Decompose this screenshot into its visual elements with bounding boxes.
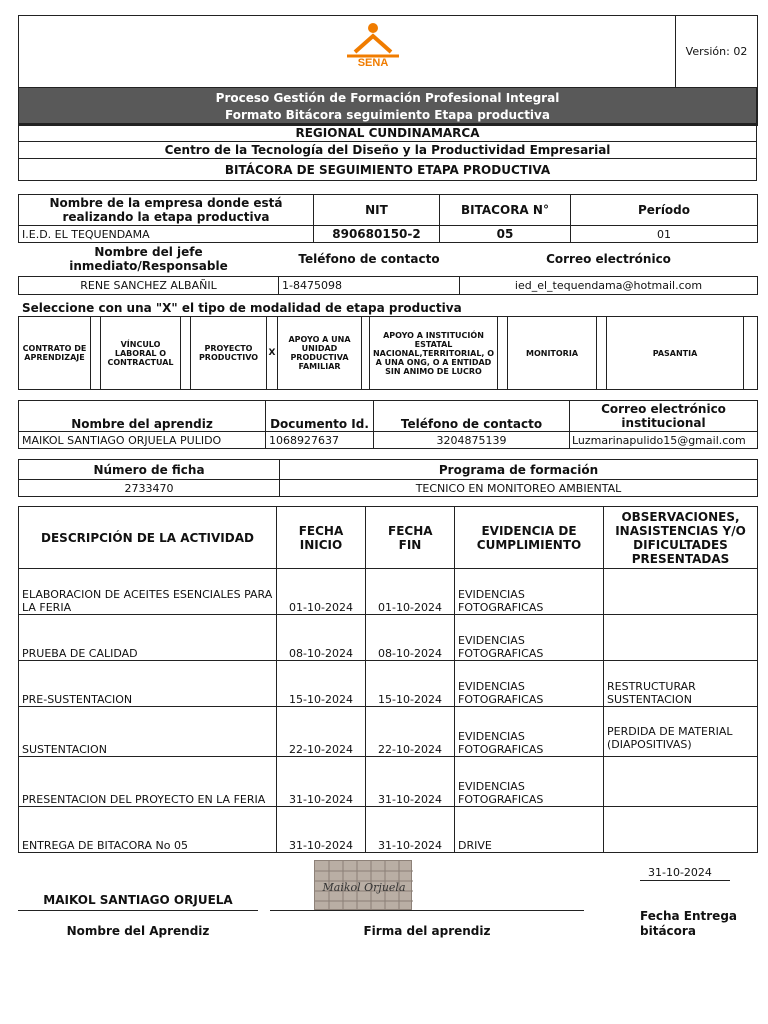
- signature-handwriting: Maikol Orjuela: [322, 881, 406, 894]
- date-line: [640, 880, 730, 881]
- activity-header: DESCRIPCIÓN DE LA ACTIVIDAD: [19, 507, 277, 569]
- company-name-label: Nombre de la empresa donde está realizando la etapa productiva: [19, 195, 314, 226]
- bitacora-value: 05: [440, 226, 571, 243]
- apprentice-email-value: Luzmarinapulido15@gmail.com: [570, 432, 758, 449]
- activity-obs: RESTRUCTURAR SUSTENTACION: [604, 661, 758, 707]
- activity-desc: ENTREGA DE BITACORA No 05: [19, 807, 277, 853]
- boss-email-value: ied_el_tequendama@hotmail.com: [460, 276, 758, 294]
- apprentice-phone-value: 3204875139: [374, 432, 570, 449]
- activity-header: FECHA FIN: [366, 507, 455, 569]
- boss-table: [18, 243, 758, 295]
- modality-checkbox[interactable]: [91, 317, 101, 390]
- boss-label: Nombre del jefe inmediato/Responsable: [69, 245, 228, 274]
- program-label: Programa de formación: [280, 460, 758, 480]
- sena-logo-icon: [341, 22, 405, 68]
- activities-header-row: [19, 507, 758, 569]
- activity-row: [19, 707, 758, 757]
- activity-header: FECHA INICIO: [277, 507, 366, 569]
- activity-evidence: EVIDENCIAS FOTOGRAFICAS: [455, 757, 604, 807]
- boss-email-label: Correo electrónico: [546, 252, 671, 267]
- company-table: [18, 194, 758, 243]
- program-value: TECNICO EN MONITOREO AMBIENTAL: [280, 480, 758, 497]
- delivery-date: 31-10-2024: [648, 866, 712, 879]
- apprentice-name-signed: MAIKOL SANTIAGO ORJUELA: [43, 893, 233, 907]
- signature-line: [270, 910, 584, 911]
- activity-obs: PERDIDA DE MATERIAL (DIAPOSITIVAS): [604, 707, 758, 757]
- delivery-date-label-1: Fecha Entrega: [640, 909, 738, 923]
- activity-end: 31-10-2024: [366, 807, 455, 853]
- activity-row: [19, 757, 758, 807]
- modality-checkbox[interactable]: [744, 317, 758, 390]
- boss-value: RENE SANCHEZ ALBAÑIL: [19, 276, 279, 294]
- activity-obs: [604, 569, 758, 615]
- nit-label: NIT: [314, 195, 440, 226]
- modality-option-label: PASANTIA: [607, 317, 744, 390]
- activity-start: 08-10-2024: [277, 615, 366, 661]
- activity-start: 15-10-2024: [277, 661, 366, 707]
- activity-start: 22-10-2024: [277, 707, 366, 757]
- process-title: Proceso Gestión de Formación Profesional Integral: [215, 91, 560, 105]
- activity-header: OBSERVACIONES, INASISTENCIAS Y/O DIFICULTADES PRESENTADAS: [604, 507, 758, 569]
- activity-desc: SUSTENTACION: [19, 707, 277, 757]
- activity-end: 31-10-2024: [366, 757, 455, 807]
- modality-option-label: VÍNCULO LABORAL O CONTRACTUAL: [101, 317, 181, 390]
- apprentice-name-value: MAIKOL SANTIAGO ORJUELA PULIDO: [19, 432, 266, 449]
- apprentice-email-label: Correo electrónico institucional: [570, 401, 758, 432]
- activity-evidence: EVIDENCIAS FOTOGRAFICAS: [455, 615, 604, 661]
- modality-checkbox[interactable]: [597, 317, 607, 390]
- apprentice-phone-label: Teléfono de contacto: [374, 401, 570, 432]
- version-cell: Versión: 02: [676, 16, 758, 88]
- activity-evidence: EVIDENCIAS FOTOGRAFICAS: [455, 569, 604, 615]
- activity-row: [19, 807, 758, 853]
- activity-end: 15-10-2024: [366, 661, 455, 707]
- signature-grid-icon: [315, 861, 413, 911]
- modality-option-label: APOYO A INSTITUCIÓN ESTATAL NACIONAL,TERRITORIAL, O A UNA ONG, O A ENTIDAD SIN ANIMO DE LUCRO: [370, 317, 498, 390]
- process-banner: [18, 87, 757, 124]
- activity-desc: PRUEBA DE CALIDAD: [19, 615, 277, 661]
- program-table: [18, 459, 758, 497]
- regional-title: REGIONAL CUNDINAMARCA: [19, 125, 757, 142]
- activity-obs: [604, 807, 758, 853]
- modality-checkbox[interactable]: X: [267, 317, 278, 390]
- company-name-value: I.E.D. EL TEQUENDAMA: [19, 226, 314, 243]
- signature-image: [314, 860, 412, 910]
- apprentice-table: [18, 400, 758, 449]
- activity-row: [19, 661, 758, 707]
- name-line: [18, 910, 258, 911]
- modality-checkbox[interactable]: [362, 317, 370, 390]
- activity-evidence: EVIDENCIAS FOTOGRAFICAS: [455, 661, 604, 707]
- apprentice-doc-label: Documento Id.: [266, 401, 374, 432]
- activity-desc: ELABORACION DE ACEITES ESENCIALES PARA LA FERIA: [19, 569, 277, 615]
- title-table: [18, 124, 757, 181]
- activity-evidence: DRIVE: [455, 807, 604, 853]
- modality-option-label: MONITORIA: [508, 317, 597, 390]
- apprentice-name-label: Nombre del Aprendiz: [66, 924, 210, 938]
- modality-option-label: APOYO A UNA UNIDAD PRODUCTIVA FAMILIAR: [278, 317, 362, 390]
- activities-table: [18, 506, 758, 853]
- boss-phone-label: Teléfono de contacto: [298, 252, 440, 267]
- ficha-label: Número de ficha: [19, 460, 280, 480]
- nit-value: 890680150-2: [314, 226, 440, 243]
- activity-end: 08-10-2024: [366, 615, 455, 661]
- activity-end: 22-10-2024: [366, 707, 455, 757]
- ficha-value: 2733470: [19, 480, 280, 497]
- modality-option-label: PROYECTO PRODUCTIVO: [191, 317, 267, 390]
- apprentice-name-label: Nombre del aprendiz: [19, 401, 266, 432]
- format-title: Formato Bitácora seguimiento Etapa productiva: [225, 108, 550, 122]
- period-label: Período: [571, 195, 758, 226]
- activity-obs: [604, 757, 758, 807]
- modality-checkbox[interactable]: [498, 317, 508, 390]
- activity-start: 31-10-2024: [277, 757, 366, 807]
- modality-row: [19, 317, 758, 390]
- modality-table: [18, 316, 758, 390]
- activity-desc: PRE-SUSTENTACION: [19, 661, 277, 707]
- activity-end: 01-10-2024: [366, 569, 455, 615]
- activity-row: [19, 615, 758, 661]
- activity-start: 01-10-2024: [277, 569, 366, 615]
- activity-desc: PRESENTACION DEL PROYECTO EN LA FERIA: [19, 757, 277, 807]
- activity-row: [19, 569, 758, 615]
- activity-start: 31-10-2024: [277, 807, 366, 853]
- center-title: Centro de la Tecnología del Diseño y la Productividad Empresarial: [19, 142, 757, 159]
- document-title: BITÁCORA DE SEGUIMIENTO ETAPA PRODUCTIVA: [19, 159, 757, 181]
- boss-phone-value: 1-8475098: [279, 276, 460, 294]
- modality-option-label: CONTRATO DE APRENDIZAJE: [19, 317, 91, 390]
- period-value: 01: [571, 226, 758, 243]
- modality-checkbox[interactable]: [181, 317, 191, 390]
- activity-evidence: EVIDENCIAS FOTOGRAFICAS: [455, 707, 604, 757]
- activity-header: EVIDENCIA DE CUMPLIMIENTO: [455, 507, 604, 569]
- delivery-date-label-2: bitácora: [640, 924, 696, 938]
- activity-obs: [604, 615, 758, 661]
- signature-label: Firma del aprendiz: [363, 924, 491, 938]
- modality-prompt: Seleccione con una "X" el tipo de modalidad de etapa productiva: [22, 301, 462, 315]
- bitacora-label: BITACORA N°: [440, 195, 571, 226]
- logo-text: SENA: [357, 57, 389, 68]
- apprentice-doc-value: 1068927637: [266, 432, 374, 449]
